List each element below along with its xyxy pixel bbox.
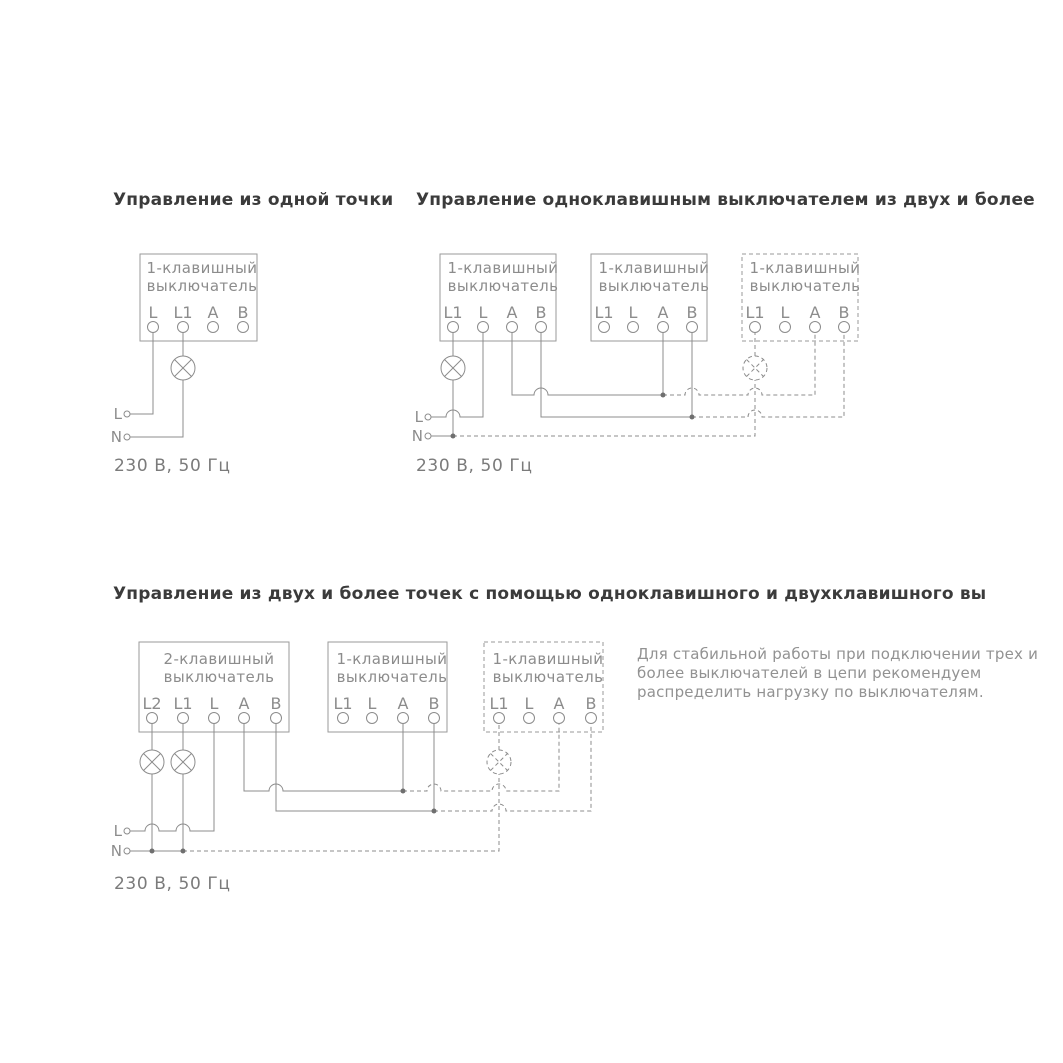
terminal-label: L [478,303,488,322]
terminal-label: A [657,303,669,322]
junction-dot [150,849,155,854]
switch-title: выключатель [492,668,604,686]
switch-title: 1-клавишный [447,259,559,277]
terminal-circle [780,322,791,333]
bus-b [276,724,434,812]
terminal-circle [367,713,378,724]
switch-title: выключатель [163,668,275,686]
terminal-label: L [148,303,158,322]
switch-title: выключатель [598,277,710,295]
voltage-caption: 230 В, 50 Гц [114,874,231,894]
junction-dot [401,789,406,794]
lamp-icon-optional [487,750,511,774]
wire-line [130,724,214,832]
switch-title: выключатель [336,668,448,686]
terminal-label: B [585,694,597,713]
terminal-circle [586,713,597,724]
supply-terminal [124,848,130,854]
terminal-circle [628,322,639,333]
lamp-icon [171,750,195,774]
terminal-label: L1 [594,303,614,322]
switch-title: выключатель [749,277,861,295]
note-line: более выключателей в цепи рекомендуем [637,664,982,682]
supply-label-l: L [113,405,122,423]
bus-b-optional [692,333,844,418]
switch-title: 1-клавишный [336,650,448,668]
terminal-label: L1 [173,303,193,322]
terminal-circle [536,322,547,333]
terminal-label: L1 [333,694,353,713]
terminal-circle [238,322,249,333]
diagram-multi-point-two-gang [111,642,604,894]
switch-title: выключатель [447,277,559,295]
bus-a-optional [663,333,815,396]
switch-title: 1-клавишный [492,650,604,668]
junction-dot [432,809,437,814]
terminal-circle [494,713,505,724]
terminal-circle [507,322,518,333]
heading-multi-point-single-gang: Управление одноклавишным выключателем из двух и более [416,190,1035,210]
terminal-label: A [809,303,821,322]
terminal-circle [687,322,698,333]
terminal-label: B [428,694,440,713]
wire-lamp [130,333,183,438]
diagram-single-point [111,254,258,476]
wire-line [431,333,483,418]
terminal-circle [478,322,489,333]
terminal-label: A [553,694,565,713]
terminal-circle [448,322,459,333]
terminal-circle [524,713,535,724]
bus-n-optional [183,724,499,852]
voltage-caption: 230 В, 50 Гц [114,456,231,476]
terminal-label: A [238,694,250,713]
junction-dot [690,415,695,420]
lamp-icon [171,356,195,380]
terminal-label: L [209,694,219,713]
terminal-label: B [237,303,249,322]
supply-terminal [124,434,130,440]
terminal-circle [429,713,440,724]
terminal-circle [148,322,159,333]
lamp-icon-optional [743,356,767,380]
supply-label-n: N [110,842,122,860]
terminal-label: L [524,694,534,713]
terminal-circle [271,713,282,724]
heading-multi-point-mixed: Управление из двух и более точек с помощью одноклавишного и двухклавишного вы [113,584,987,604]
terminal-circle [178,713,189,724]
terminal-circle [599,322,610,333]
terminal-label: L1 [173,694,193,713]
terminal-label: A [506,303,518,322]
terminal-circle [658,322,669,333]
terminal-label: L1 [443,303,463,322]
bus-a [244,724,403,792]
supply-terminal [124,411,130,417]
junction-dot [661,393,666,398]
switch-title: 2-клавишный [163,650,275,668]
supply-label-n: N [110,428,122,446]
supply-label-n: N [411,427,423,445]
terminal-circle [178,322,189,333]
supply-label-l: L [113,822,122,840]
bus-b-optional [434,724,591,812]
bus-n-optional [453,333,755,437]
switch-title: 1-клавишный [598,259,710,277]
switch-title: 1-клавишный [146,259,258,277]
voltage-caption: 230 В, 50 Гц [416,456,533,476]
wire-line [130,333,153,415]
terminal-label: L1 [489,694,509,713]
terminal-label: L [780,303,790,322]
terminal-label: A [207,303,219,322]
diagram-multi-point-single-gang [412,254,861,476]
terminal-circle [750,322,761,333]
bus-b [541,333,692,418]
heading-single-point: Управление из одной точки [113,190,394,210]
terminal-circle [147,713,158,724]
terminal-label: L2 [142,694,162,713]
terminal-label: A [397,694,409,713]
terminal-circle [209,713,220,724]
lamp-icon [441,356,465,380]
terminal-label: B [535,303,547,322]
note-line: Для стабильной работы при подключении трех и [637,645,1039,663]
bus-a [512,333,663,396]
terminal-circle [208,322,219,333]
lamp-icon [140,750,164,774]
junction-dot [451,434,456,439]
terminal-label: B [686,303,698,322]
supply-terminal [425,414,431,420]
terminal-label: B [838,303,850,322]
terminal-circle [338,713,349,724]
terminal-label: B [270,694,282,713]
note-line: распределить нагрузку по выключателям. [637,683,984,701]
supply-terminal [124,828,130,834]
terminal-circle [810,322,821,333]
junction-dot [181,849,186,854]
bus-a-optional [403,724,559,792]
terminal-circle [398,713,409,724]
supply-label-l: L [414,408,423,426]
supply-terminal [425,433,431,439]
switch-title: 1-клавишный [749,259,861,277]
terminal-circle [239,713,250,724]
terminal-label: L [367,694,377,713]
terminal-circle [554,713,565,724]
switch-title: выключатель [146,277,258,295]
terminal-label: L [628,303,638,322]
terminal-circle [839,322,850,333]
terminal-label: L1 [745,303,765,322]
